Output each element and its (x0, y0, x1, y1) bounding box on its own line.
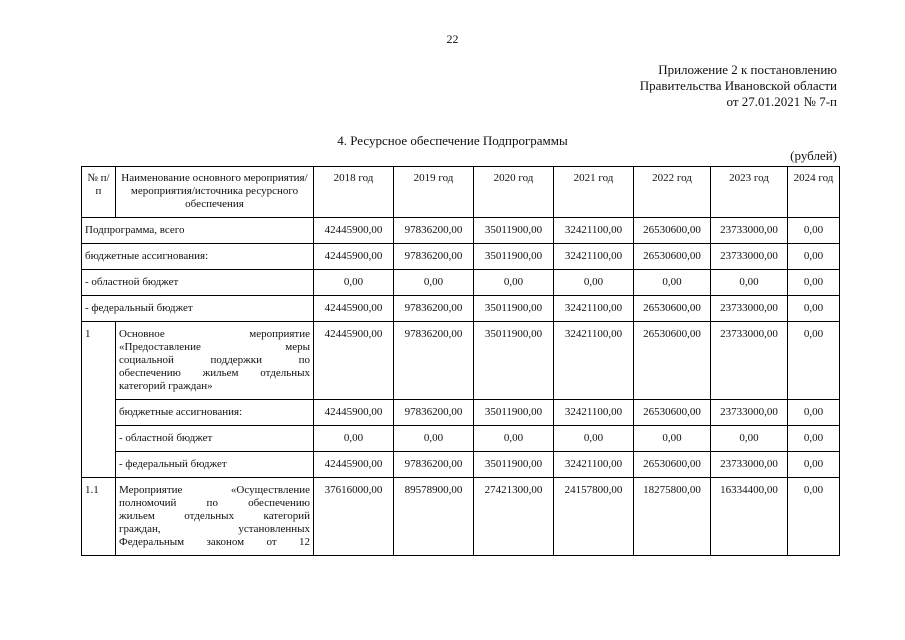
header-year: 2020 год (474, 167, 554, 218)
label-line: обеспечению жильем отдельных (119, 367, 310, 379)
value-cell: 35011900,00 (474, 218, 554, 244)
annex-line-1: Приложение 2 к постановлению (658, 62, 837, 77)
value-cell: 0,00 (788, 426, 840, 452)
value-cell: 42445900,00 (314, 322, 394, 400)
value-cell: 0,00 (314, 426, 394, 452)
value-cell: 97836200,00 (394, 244, 474, 270)
value-cell: 23733000,00 (711, 244, 788, 270)
value-cell: 97836200,00 (394, 322, 474, 400)
label-line: социальной поддержки по (119, 354, 310, 366)
table-row (82, 270, 840, 296)
header-year: 2021 год (554, 167, 634, 218)
label-line: Основное мероприятие (119, 328, 310, 340)
value-cell: 97836200,00 (394, 218, 474, 244)
units-label: (рублей) (790, 148, 837, 163)
table-row (82, 244, 840, 270)
value-cell: 42445900,00 (314, 244, 394, 270)
table-row (82, 218, 840, 244)
value-cell: 97836200,00 (394, 400, 474, 426)
value-cell: 0,00 (711, 426, 788, 452)
value-cell: 26530600,00 (634, 218, 711, 244)
row-label (116, 322, 314, 400)
value-cell: 0,00 (788, 322, 840, 400)
value-cell: 35011900,00 (474, 400, 554, 426)
table-row (82, 400, 840, 426)
value-cell: 26530600,00 (634, 322, 711, 400)
table-row (82, 296, 840, 322)
header-name: Наименование основного мероприятия/мероприятия/источника ресурсного обеспечения (116, 167, 314, 218)
value-cell: 97836200,00 (394, 452, 474, 478)
header-no: № п/п (82, 167, 116, 218)
value-cell: 0,00 (634, 426, 711, 452)
value-cell: 37616000,00 (314, 478, 394, 556)
value-cell: 0,00 (474, 426, 554, 452)
row-label: - федеральный бюджет (82, 296, 314, 322)
value-cell: 18275800,00 (634, 478, 711, 556)
value-cell: 0,00 (788, 452, 840, 478)
value-cell: 0,00 (788, 478, 840, 556)
row-label: - областной бюджет (116, 426, 314, 452)
value-cell: 0,00 (788, 218, 840, 244)
row-label: бюджетные ассигнования: (116, 400, 314, 426)
value-cell: 32421100,00 (554, 296, 634, 322)
table-row (82, 452, 840, 478)
value-cell: 97836200,00 (394, 296, 474, 322)
row-label: - областной бюджет (82, 270, 314, 296)
row-label: бюджетные ассигнования: (82, 244, 314, 270)
value-cell: 24157800,00 (554, 478, 634, 556)
annex-line-2: Правительства Ивановской области (639, 78, 837, 93)
value-cell: 35011900,00 (474, 244, 554, 270)
value-cell: 0,00 (474, 270, 554, 296)
value-cell: 23733000,00 (711, 218, 788, 244)
annex-header (640, 62, 837, 110)
value-cell: 32421100,00 (554, 400, 634, 426)
value-cell: 26530600,00 (634, 452, 711, 478)
value-cell: 32421100,00 (554, 244, 634, 270)
value-cell: 23733000,00 (711, 296, 788, 322)
value-cell: 42445900,00 (314, 218, 394, 244)
value-cell: 26530600,00 (634, 244, 711, 270)
annex-line-3: от 27.01.2021 № 7-п (726, 94, 837, 109)
header-year: 2023 год (711, 167, 788, 218)
resource-table (81, 166, 840, 556)
value-cell: 42445900,00 (314, 400, 394, 426)
label-line: Мероприятие «Осуществление (119, 484, 310, 496)
value-cell: 0,00 (788, 244, 840, 270)
header-row (82, 167, 840, 218)
value-cell: 35011900,00 (474, 296, 554, 322)
section-title: 4. Ресурсное обеспечение Подпрограммы (337, 133, 568, 148)
label-line: Федеральным законом от 12 (119, 536, 310, 548)
value-cell: 0,00 (394, 426, 474, 452)
value-cell: 0,00 (554, 426, 634, 452)
value-cell: 0,00 (788, 270, 840, 296)
label-line: категорий граждан» (119, 380, 213, 392)
value-cell: 0,00 (788, 400, 840, 426)
value-cell: 27421300,00 (474, 478, 554, 556)
label-line: граждан, установленных (119, 523, 310, 535)
value-cell: 42445900,00 (314, 296, 394, 322)
table-row (82, 426, 840, 452)
value-cell: 16334400,00 (711, 478, 788, 556)
value-cell: 23733000,00 (711, 322, 788, 400)
header-year: 2018 год (314, 167, 394, 218)
row-label (116, 478, 314, 556)
table-row (82, 322, 840, 400)
value-cell: 35011900,00 (474, 452, 554, 478)
value-cell: 23733000,00 (711, 452, 788, 478)
value-cell: 0,00 (394, 270, 474, 296)
value-cell: 32421100,00 (554, 218, 634, 244)
value-cell: 89578900,00 (394, 478, 474, 556)
value-cell: 42445900,00 (314, 452, 394, 478)
header-year: 2019 год (394, 167, 474, 218)
value-cell: 35011900,00 (474, 322, 554, 400)
value-cell: 0,00 (788, 296, 840, 322)
value-cell: 23733000,00 (711, 400, 788, 426)
header-year: 2024 год (788, 167, 840, 218)
value-cell: 32421100,00 (554, 452, 634, 478)
page-number: 22 (446, 32, 459, 46)
table-row (82, 478, 840, 556)
header-year: 2022 год (634, 167, 711, 218)
value-cell: 0,00 (314, 270, 394, 296)
row-number: 1 (82, 322, 116, 478)
row-label: - федеральный бюджет (116, 452, 314, 478)
row-number: 1.1 (82, 478, 116, 556)
row-label: Подпрограмма, всего (82, 218, 314, 244)
value-cell: 26530600,00 (634, 400, 711, 426)
label-line: полномочий по обеспечению (119, 497, 310, 509)
value-cell: 26530600,00 (634, 296, 711, 322)
label-line: жильем отдельных категорий (119, 510, 310, 522)
value-cell: 32421100,00 (554, 322, 634, 400)
value-cell: 0,00 (711, 270, 788, 296)
label-line: «Предоставление меры (119, 341, 310, 353)
value-cell: 0,00 (554, 270, 634, 296)
value-cell: 0,00 (634, 270, 711, 296)
